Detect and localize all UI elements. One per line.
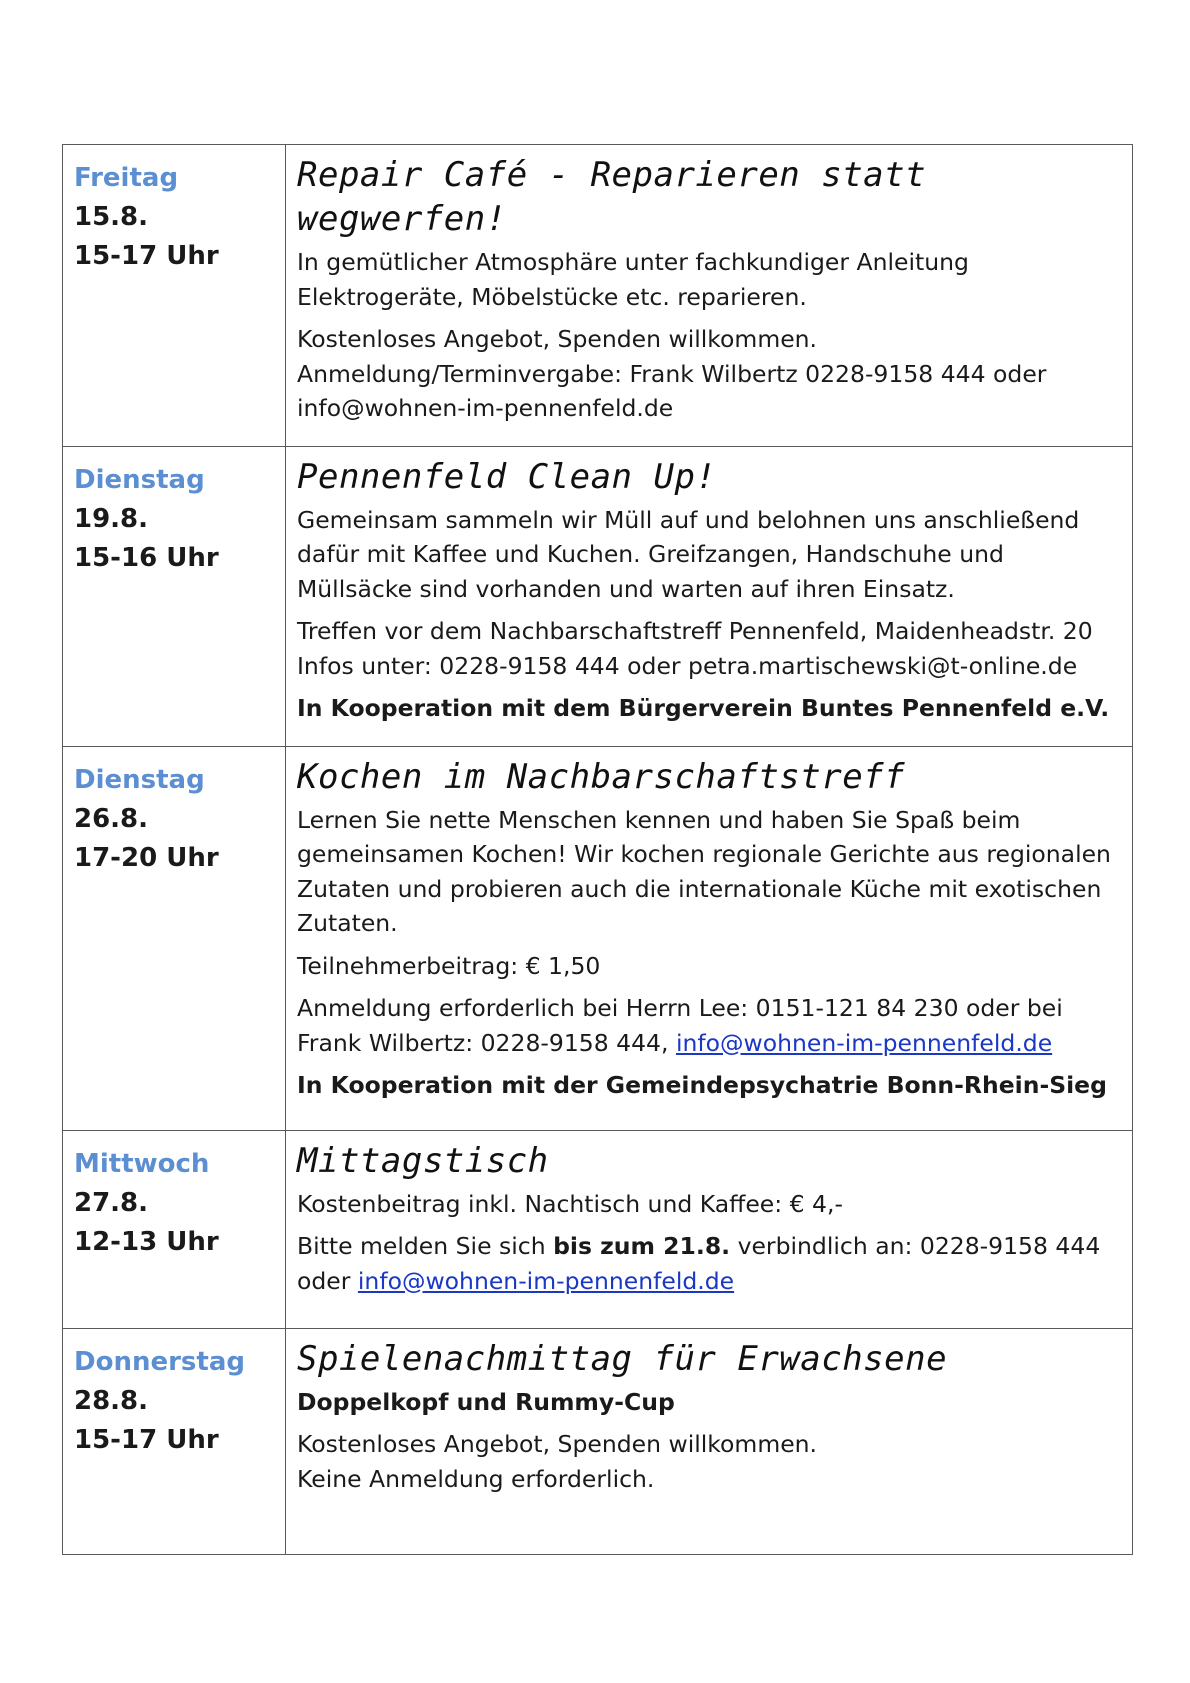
event-info bbox=[297, 1427, 1122, 1496]
event-row-kochen bbox=[63, 746, 1133, 1130]
event-cooperation: In Kooperation mit der Gemeindepsychatrie Bonn-Rhein-Sieg bbox=[297, 1071, 1107, 1099]
event-title: Mittagstisch bbox=[297, 1140, 549, 1181]
event-weekday: Dienstag bbox=[74, 464, 205, 495]
event-content-cell bbox=[286, 145, 1133, 447]
event-location-line: Treffen vor dem Nachbarschaftstreff Pennenfeld, Maidenheadstr. 20 bbox=[297, 617, 1093, 645]
event-time: 15-17 Uhr bbox=[74, 1424, 219, 1455]
event-time: 12-13 Uhr bbox=[74, 1226, 219, 1257]
event-info bbox=[297, 614, 1122, 683]
event-date-cell bbox=[63, 746, 286, 1130]
event-title: Repair Café - Reparieren statt wegwerfen! bbox=[297, 155, 927, 239]
event-weekday: Donnerstag bbox=[74, 1346, 245, 1377]
events-table bbox=[62, 144, 1133, 1555]
event-title: Pennenfeld Clean Up! bbox=[297, 456, 717, 497]
event-date: 28.8. bbox=[74, 1385, 149, 1416]
event-row-clean-up bbox=[63, 446, 1133, 746]
event-row-spielenachmittag bbox=[63, 1328, 1133, 1554]
event-registration bbox=[297, 991, 1122, 1060]
event-date-cell bbox=[63, 1130, 286, 1328]
event-subtitle: Doppelkopf und Rummy-Cup bbox=[297, 1387, 675, 1416]
event-time: 17-20 Uhr bbox=[74, 842, 219, 873]
event-weekday: Freitag bbox=[74, 163, 179, 193]
event-info bbox=[297, 322, 1122, 426]
event-time: 15-17 Uhr bbox=[74, 241, 219, 271]
event-date-cell bbox=[63, 145, 286, 447]
event-content-cell bbox=[286, 1328, 1133, 1554]
event-info-line: Kostenloses Angebot, Spenden willkommen. bbox=[297, 325, 818, 353]
event-title: Kochen im Nachbarschaftstreff bbox=[297, 756, 906, 797]
event-fee: Kostenbeitrag inkl. Nachtisch und Kaffee: € 4,- bbox=[297, 1189, 843, 1218]
event-weekday: Mittwoch bbox=[74, 1148, 210, 1179]
event-registration-text: Anmeldung erforderlich bei Herrn Lee: 0151-121 84 230 oder bei Frank Wilbertz: 0228-9158 444, bbox=[297, 994, 1063, 1057]
email-link[interactable]: info@wohnen-im-pennenfeld.de bbox=[357, 1266, 735, 1295]
event-cooperation: In Kooperation mit dem Bürgerverein Buntes Pennenfeld e.V. bbox=[297, 694, 1110, 722]
event-registration bbox=[297, 1229, 1122, 1298]
event-registration-line: Keine Anmeldung erforderlich. bbox=[297, 1464, 655, 1493]
event-registration-line: Anmeldung/Terminvergabe: Frank Wilbertz 0228-9158 444 oder info@wohnen-im-pennenfeld.de bbox=[297, 359, 1047, 422]
event-contact-line: Infos unter: 0228-9158 444 oder petra.martischewski@t-online.de bbox=[297, 651, 1078, 680]
event-fee: Teilnehmerbeitrag: € 1,50 bbox=[297, 951, 601, 980]
event-title: Spielenachmittag für Erwachsene bbox=[297, 1338, 948, 1379]
event-date: 15.8. bbox=[74, 202, 149, 232]
event-date: 19.8. bbox=[74, 503, 149, 534]
event-date-cell bbox=[63, 446, 286, 746]
email-link[interactable]: info@wohnen-im-pennenfeld.de bbox=[675, 1028, 1053, 1057]
event-content-cell bbox=[286, 746, 1133, 1130]
event-date: 27.8. bbox=[74, 1187, 149, 1218]
event-row-mittagstisch bbox=[63, 1130, 1133, 1328]
event-content-cell bbox=[286, 1130, 1133, 1328]
event-time: 15-16 Uhr bbox=[74, 542, 219, 573]
event-deadline: bis zum 21.8. bbox=[553, 1232, 731, 1260]
event-date-cell bbox=[63, 1328, 286, 1554]
event-weekday: Dienstag bbox=[74, 764, 205, 795]
event-info-line: Kostenloses Angebot, Spenden willkommen. bbox=[297, 1430, 818, 1458]
event-date: 26.8. bbox=[74, 803, 149, 834]
event-description: Lernen Sie nette Menschen kennen und haben Sie Spaß beim gemeinsamen Kochen! Wir kochen regionale Gerichte aus regionalen Zutaten und probieren auch die internationale Küche mit exotischen Zutaten. bbox=[297, 805, 1111, 937]
event-row-repair-cafe bbox=[63, 145, 1133, 447]
event-content-cell bbox=[286, 446, 1133, 746]
event-registration-text: Bitte melden Sie sich bbox=[297, 1232, 554, 1260]
event-registration-text: verbindlich an: 0228-9158 444 oder bbox=[297, 1232, 1101, 1295]
event-description: In gemütlicher Atmosphäre unter fachkundiger Anleitung Elektrogeräte, Möbelstücke etc. reparieren. bbox=[297, 248, 969, 311]
event-description: Gemeinsam sammeln wir Müll auf und belohnen uns anschließend dafür mit Kaffee und Kuchen. Greifzangen, Handschuhe und Müllsäcke sind vorhanden und warten auf ihren Einsatz. bbox=[297, 505, 1080, 603]
